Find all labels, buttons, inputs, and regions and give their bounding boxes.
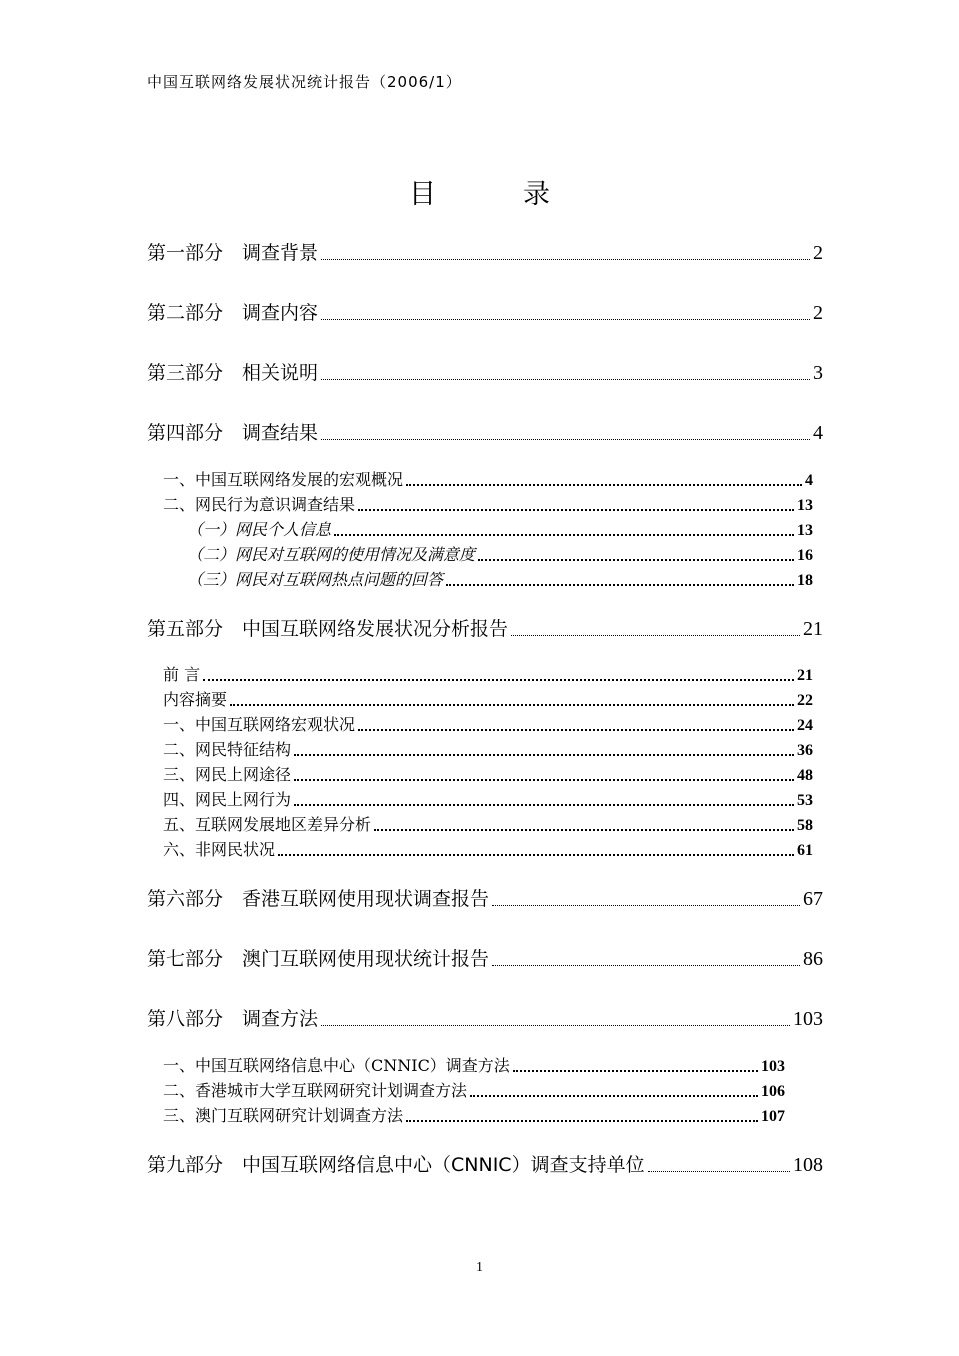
toc-entry-part-4[interactable] [147,418,823,445]
dot-leader [358,729,794,731]
running-header: 中国互联网络发展状况统计报告（2006/1） [147,73,462,91]
toc-entry-page: 2 [813,302,823,324]
toc-entry-page: 21 [797,667,813,684]
toc-entry-label: 四、网民上网行为 [163,790,292,809]
toc-entry-page: 2 [813,242,823,264]
toc-entry-page: 53 [797,792,813,809]
toc-entry-part-2[interactable] [147,298,823,325]
toc-entry-5-5[interactable] [163,812,813,835]
toc-entry-label: 第二部分 调查内容 [147,302,319,324]
dot-leader [513,1070,758,1072]
toc-entry-page: 18 [797,572,813,589]
toc-entry-5-summary[interactable] [163,687,813,710]
toc-entry-label: 第九部分 中国互联网络信息中心（CNNIC）调查支持单位 [147,1154,645,1176]
dot-leader [321,319,810,320]
toc-entry-label: 六、非网民状况 [163,840,276,859]
toc-entry-label: （一）网民个人信息 [187,520,332,539]
toc-entry-label: （三）网民对互联网热点问题的回答 [187,570,444,589]
toc-entry-label: 二、香港城市大学互联网研究计划调查方法 [163,1081,468,1100]
toc-entry-page: 4 [813,422,823,444]
toc-entry-label: 第三部分 相关说明 [147,362,319,384]
dot-leader [358,509,794,511]
toc-entry-page: 58 [797,817,813,834]
toc-entry-label: 内容摘要 [163,690,228,709]
toc-entry-4-2[interactable] [163,492,813,515]
toc-entry-label: 第七部分 澳门互联网使用现状统计报告 [147,948,490,970]
toc-entry-label: 一、中国互联网络信息中心（CNNIC）调查方法 [163,1056,510,1075]
dot-leader [294,754,794,756]
toc-entry-page: 107 [761,1108,785,1125]
toc-entry-page: 36 [797,742,813,759]
toc-entry-4-2-3[interactable] [187,567,813,590]
toc-entry-page: 21 [803,618,823,640]
toc-entry-8-1[interactable] [163,1053,785,1076]
toc-entry-5-1[interactable] [163,712,813,735]
toc-entry-4-2-1[interactable] [187,517,813,540]
toc-entry-part-9[interactable] [147,1150,823,1177]
toc-entry-page: 108 [793,1154,823,1176]
toc-entry-8-3[interactable] [163,1103,785,1126]
toc-entry-page: 22 [797,692,813,709]
toc-entry-5-2[interactable] [163,737,813,760]
toc-entry-label: 第五部分 中国互联网络发展状况分析报告 [147,618,509,640]
toc-entry-page: 61 [797,842,813,859]
dot-leader [321,439,810,440]
toc-entry-part-3[interactable] [147,358,823,385]
toc-entry-label: 一、中国互联网络宏观状况 [163,715,356,734]
dot-leader [321,1025,790,1026]
toc-entry-part-7[interactable] [147,944,823,971]
dot-leader [492,965,800,966]
dot-leader [406,1120,758,1122]
toc-entry-5-4[interactable] [163,787,813,810]
dot-leader [321,259,810,260]
dot-leader [321,379,810,380]
toc-entry-page: 24 [797,717,813,734]
toc-entry-label: 第八部分 调查方法 [147,1008,319,1030]
dot-leader [203,679,794,681]
toc-entry-label: 第一部分 调查背景 [147,242,319,264]
toc-entry-part-5[interactable] [147,614,823,641]
toc-entry-label: 三、澳门互联网研究计划调查方法 [163,1106,404,1125]
dot-leader [294,779,794,781]
toc-entry-label: 二、网民行为意识调查结果 [163,495,356,514]
dot-leader [294,804,794,806]
dot-leader [446,584,794,586]
toc-entry-label: 五、互联网发展地区差异分析 [163,815,372,834]
dot-leader [648,1171,790,1172]
dot-leader [478,559,794,561]
toc-entry-label: 三、网民上网途径 [163,765,292,784]
toc-entry-label: （二）网民对互联网的使用情况及满意度 [187,545,476,564]
toc-entry-label: 二、网民特征结构 [163,740,292,759]
dot-leader [470,1095,758,1097]
toc-entry-8-2[interactable] [163,1078,785,1101]
dot-leader [278,854,794,856]
page-title: 目 录 [409,179,580,210]
toc-entry-page: 48 [797,767,813,784]
toc-entry-page: 3 [813,362,823,384]
toc-entry-4-1[interactable] [163,467,813,490]
toc-entry-5-preface[interactable] [163,662,813,685]
toc-entry-page: 13 [797,497,813,514]
toc-entry-page: 4 [805,472,813,489]
dot-leader [492,905,800,906]
toc-entry-4-2-2[interactable] [187,542,813,565]
toc-entry-page: 16 [797,547,813,564]
toc-entry-5-3[interactable] [163,762,813,785]
toc-entry-label: 一、中国互联网络发展的宏观概况 [163,470,404,489]
dot-leader [511,635,800,636]
dot-leader [374,829,794,831]
toc-entry-label: 前 言 [163,665,201,684]
toc-entry-page: 106 [761,1083,785,1100]
toc-entry-page: 103 [761,1058,785,1075]
dot-leader [406,484,802,486]
dot-leader [230,704,794,706]
toc-entry-5-6[interactable] [163,837,813,860]
toc-entry-label: 第四部分 调查结果 [147,422,319,444]
toc-entry-label: 第六部分 香港互联网使用现状调查报告 [147,888,490,910]
page-number: 1 [476,1260,483,1275]
toc-entry-page: 86 [803,948,823,970]
toc-entry-part-6[interactable] [147,884,823,911]
toc-entry-page: 13 [797,522,813,539]
toc-entry-part-8[interactable] [147,1004,823,1031]
toc-entry-page: 67 [803,888,823,910]
toc-entry-part-1[interactable] [147,238,823,265]
dot-leader [334,534,794,536]
toc-entry-page: 103 [793,1008,823,1030]
